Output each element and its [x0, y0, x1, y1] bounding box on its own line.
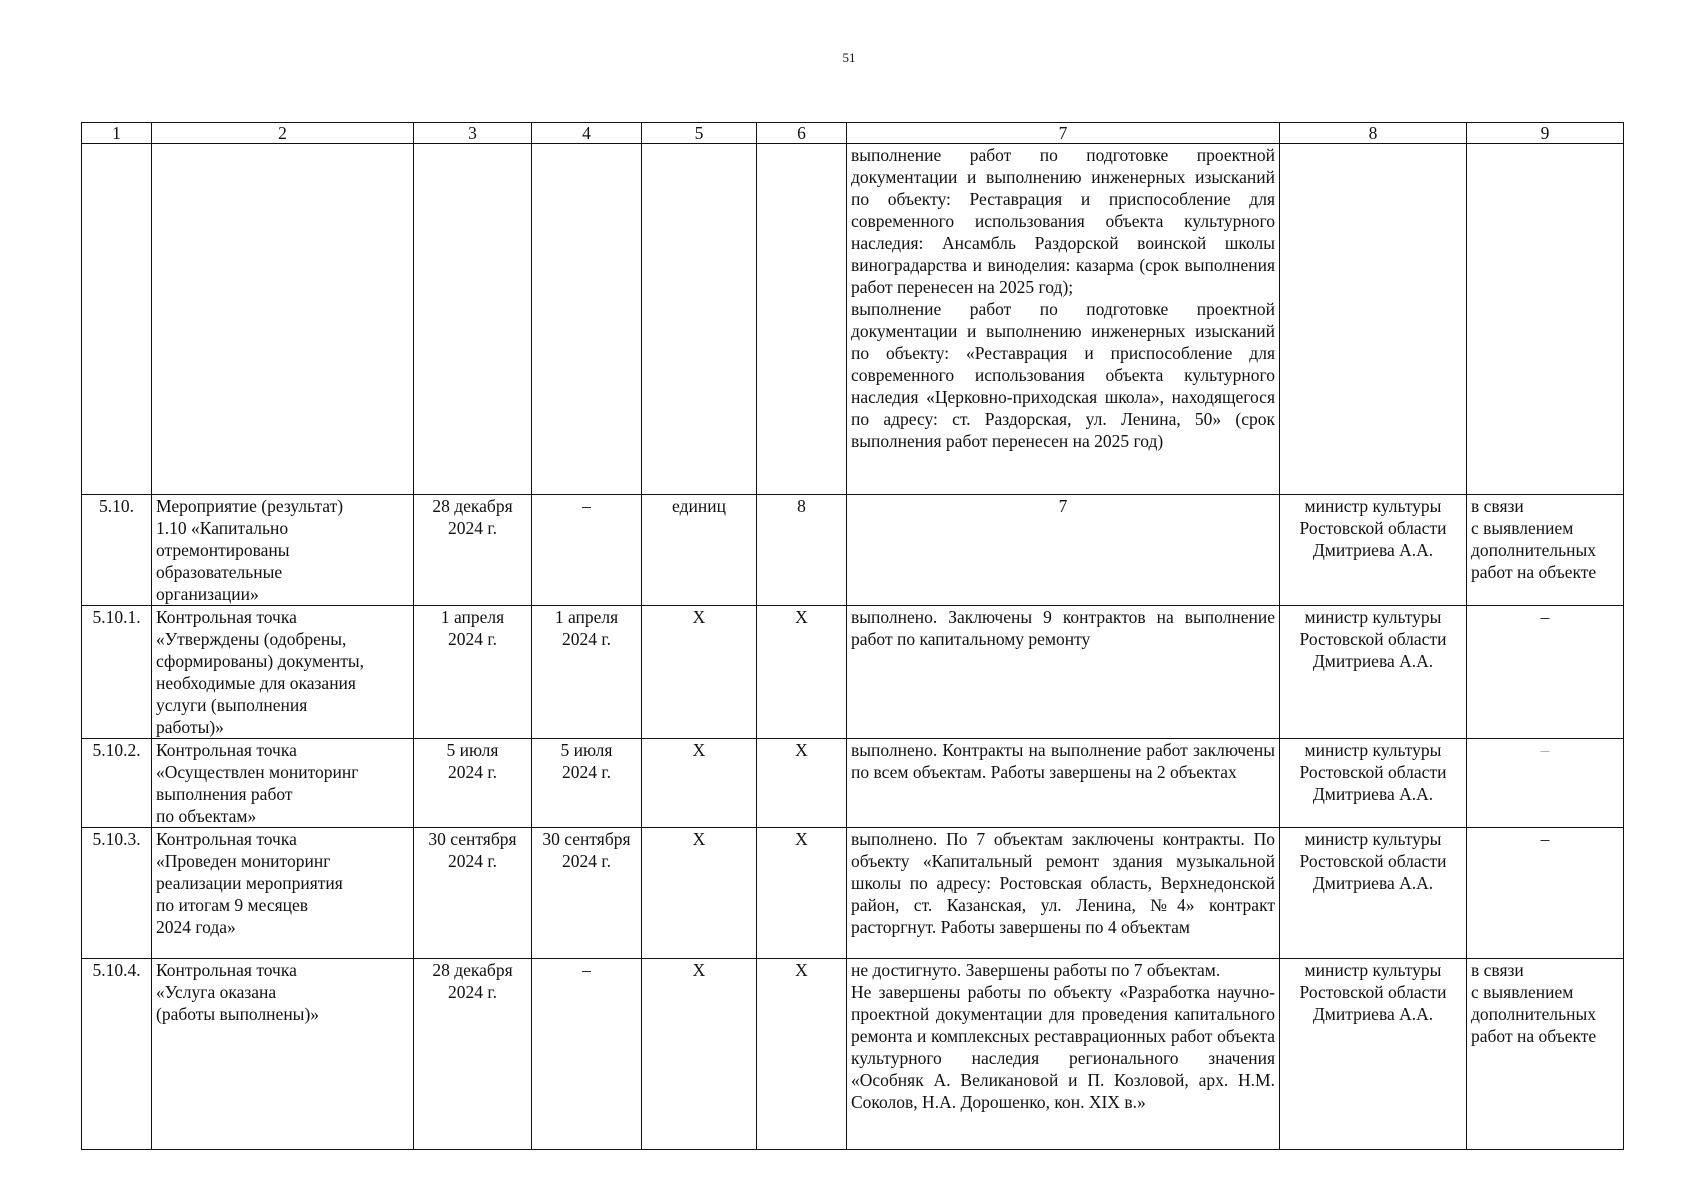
- column-header: 4: [532, 123, 642, 144]
- column-header: 8: [1280, 123, 1467, 144]
- table-header-row: [82, 123, 1624, 144]
- row-number: [82, 144, 152, 495]
- row-name: Контрольная точка «Услуга оказана (работы выполнены)»: [152, 959, 414, 1150]
- table-row: [82, 739, 1624, 828]
- row-unit: Х: [642, 739, 757, 828]
- table-row: [82, 828, 1624, 959]
- row-responsible: министр культуры Ростовской области Дмитриева А.А.: [1280, 828, 1467, 959]
- page-number: 51: [842, 50, 856, 65]
- row-responsible: министр культуры Ростовской области Дмитриева А.А.: [1280, 606, 1467, 739]
- row-date-plan: [414, 144, 532, 495]
- column-header: 9: [1467, 123, 1624, 144]
- row-name: Контрольная точка «Проведен мониторинг реализации мероприятия по итогам 9 месяцев 2024 года»: [152, 828, 414, 959]
- row-unit: Х: [642, 959, 757, 1150]
- column-header: 3: [414, 123, 532, 144]
- row-responsible: министр культуры Ростовской области Дмитриева А.А.: [1280, 739, 1467, 828]
- row-status: выполнение работ по подготовке проектной документации и выполнению инженерных изысканий по объекту: Реставрация и приспособление для современного использования объекта культурного наследия: Ансамбль Раздорской воинской школы виноградарства и виноделия: казарма (срок выполнения работ перенесен на 2025 год); выполнение работ по подготовке проектной документации и выполнению инженерных изысканий по объекту: «Реставрация и приспособление для современного использования объекта культурного наследия «Церковно-приходская школа», находящегося по адресу: ст. Раздорская, ул. Ленина, 50» (срок выполнения работ перенесен на 2025 год): [847, 144, 1280, 495]
- row-plan-value: Х: [757, 739, 847, 828]
- row-date-fact: –: [532, 959, 642, 1150]
- column-header: 2: [152, 123, 414, 144]
- row-status: выполнено. По 7 объектам заключены контракты. По объекту «Капитальный ремонт здания музыкальной школы по адресу: Ростовская область, Верхнедонской район, ст. Казанская, ул. Ленина, №4» контракт расторгнут. Работы завершены по 4 объектам: [847, 828, 1280, 959]
- row-status: не достигнуто. Завершены работы по 7 объектам. Не завершены работы по объекту «Разработка научно-проектной документации для проведения капитального ремонта и комплексных реставрационных работ объекта культурного наследия регионального значения «Особняк А. Великановой и П. Козловой, арх. Н.М. Соколов, Н.А. Дорошенко, кон. XIX в.»: [847, 959, 1280, 1150]
- row-plan-value: 8: [757, 495, 847, 606]
- row-status: выполнено. Контракты на выполнение работ заключены по всем объектам. Работы завершены на 2 объектах: [847, 739, 1280, 828]
- row-plan-value: Х: [757, 959, 847, 1150]
- column-header: 5: [642, 123, 757, 144]
- row-name: Контрольная точка «Осуществлен мониторинг выполнения работ по объектам»: [152, 739, 414, 828]
- column-header: 7: [847, 123, 1280, 144]
- column-header: 1: [82, 123, 152, 144]
- row-date-plan: 28 декабря 2024 г.: [414, 495, 532, 606]
- table-row: [82, 606, 1624, 739]
- row-responsible: [1280, 144, 1467, 495]
- row-date-fact: 30 сентября 2024 г.: [532, 828, 642, 959]
- row-number: 5.10.2.: [82, 739, 152, 828]
- row-responsible: министр культуры Ростовской области Дмитриева А.А.: [1280, 959, 1467, 1150]
- row-number: 5.10.3.: [82, 828, 152, 959]
- row-date-plan: 5 июля 2024 г.: [414, 739, 532, 828]
- column-header: 6: [757, 123, 847, 144]
- row-note: в связи с выявлением дополнительных работ на объекте: [1467, 959, 1624, 1150]
- row-date-plan: 1 апреля 2024 г.: [414, 606, 532, 739]
- table-row: [82, 959, 1624, 1150]
- row-unit: [642, 144, 757, 495]
- row-number: 5.10.: [82, 495, 152, 606]
- table-row: [82, 495, 1624, 606]
- table-row: [82, 144, 1624, 495]
- row-plan-value: Х: [757, 606, 847, 739]
- row-note: [1467, 144, 1624, 495]
- row-name: Мероприятие (результат) 1.10 «Капитально отремонтированы образовательные организации»: [152, 495, 414, 606]
- row-unit: Х: [642, 828, 757, 959]
- row-note: –: [1467, 739, 1624, 828]
- row-date-plan: 28 декабря 2024 г.: [414, 959, 532, 1150]
- row-status: 7: [847, 495, 1280, 606]
- row-number: 5.10.4.: [82, 959, 152, 1150]
- row-name: [152, 144, 414, 495]
- row-responsible: министр культуры Ростовской области Дмитриева А.А.: [1280, 495, 1467, 606]
- row-note: в связи с выявлением дополнительных работ на объекте: [1467, 495, 1624, 606]
- row-unit: единиц: [642, 495, 757, 606]
- row-note: –: [1467, 828, 1624, 959]
- row-date-fact: 5 июля 2024 г.: [532, 739, 642, 828]
- row-number: 5.10.1.: [82, 606, 152, 739]
- row-status: выполнено. Заключены 9 контрактов на выполнение работ по капитальному ремонту: [847, 606, 1280, 739]
- row-note: –: [1467, 606, 1624, 739]
- row-date-plan: 30 сентября 2024 г.: [414, 828, 532, 959]
- row-date-fact: –: [532, 495, 642, 606]
- row-name: Контрольная точка «Утверждены (одобрены, сформированы) документы, необходимые для оказания услуги (выполнения работы)»: [152, 606, 414, 739]
- row-date-fact: [532, 144, 642, 495]
- row-date-fact: 1 апреля 2024 г.: [532, 606, 642, 739]
- row-unit: Х: [642, 606, 757, 739]
- row-plan-value: [757, 144, 847, 495]
- row-plan-value: Х: [757, 828, 847, 959]
- report-table: [81, 122, 1624, 1150]
